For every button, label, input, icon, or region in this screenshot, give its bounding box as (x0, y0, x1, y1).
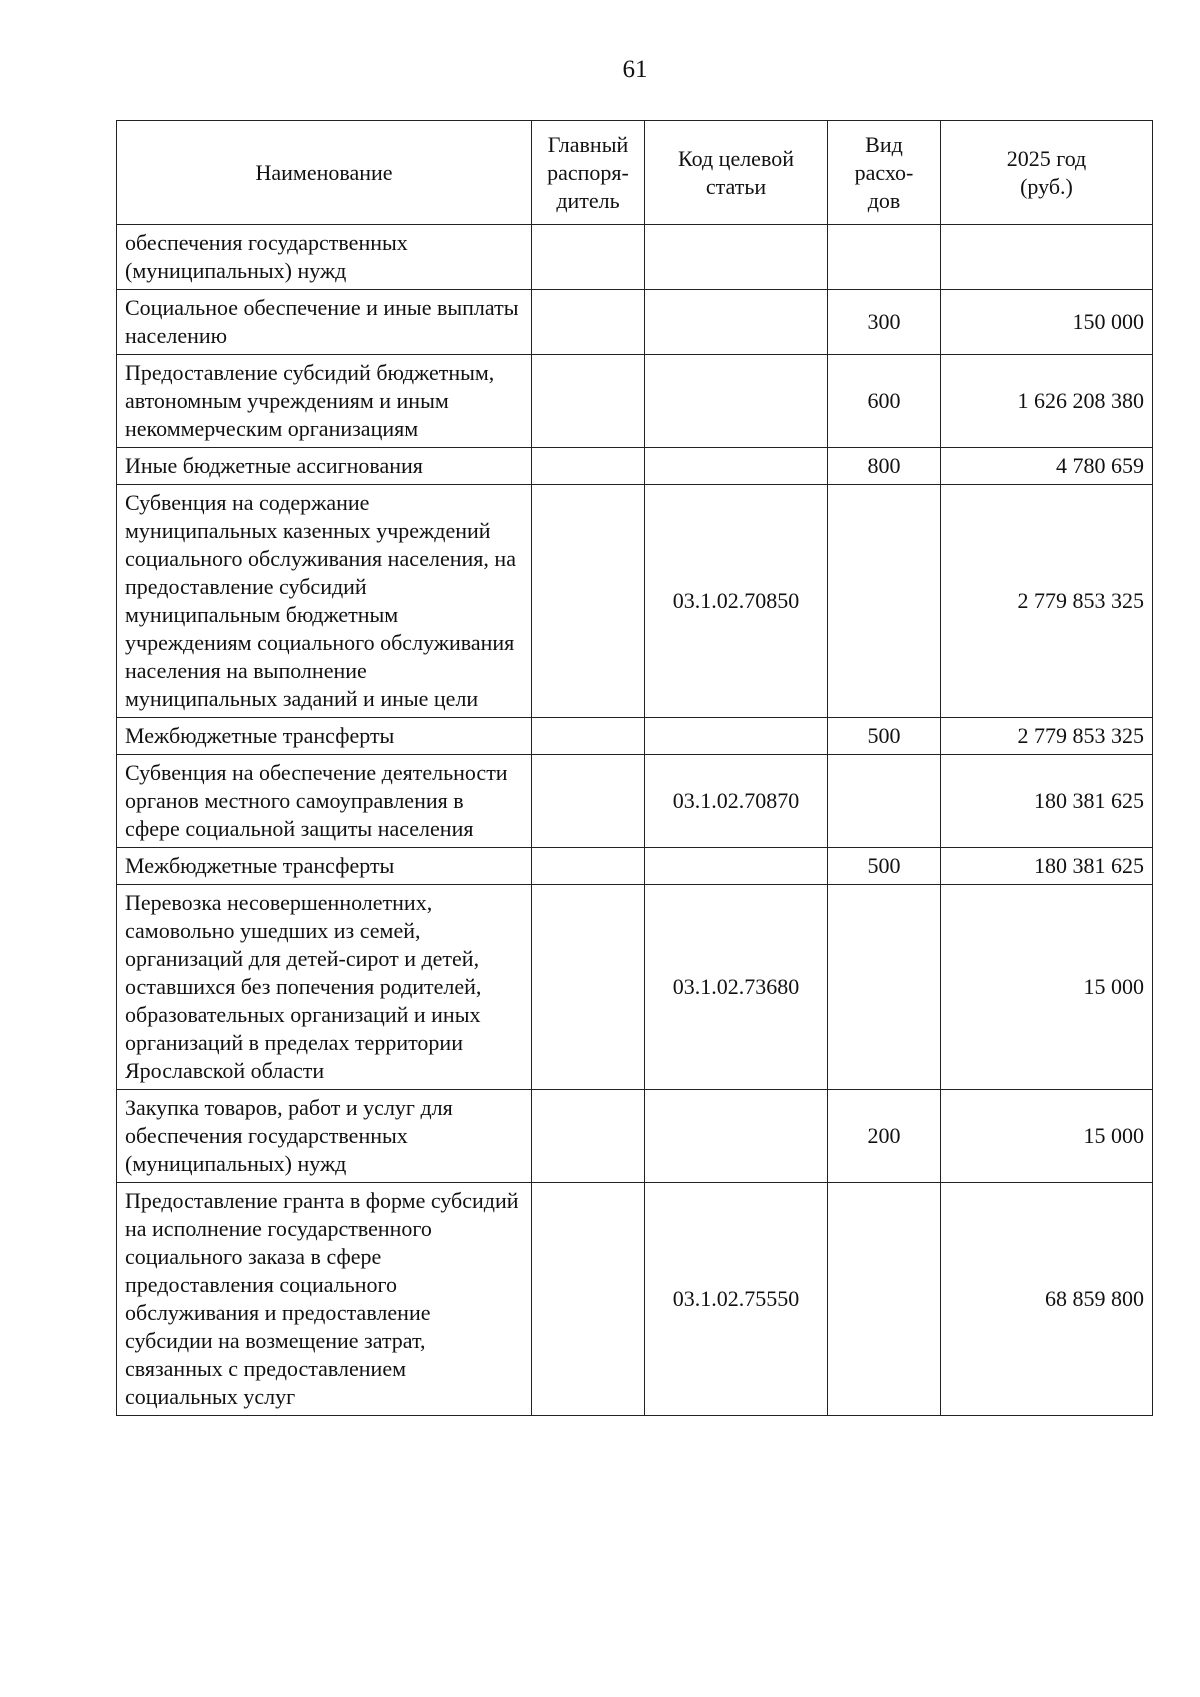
row-amount: 4 780 659 (941, 448, 1153, 485)
row-amount: 150 000 (941, 290, 1153, 355)
row-amount: 2 779 853 325 (941, 718, 1153, 755)
table-row (117, 755, 1153, 848)
row-amount: 2 779 853 325 (941, 485, 1153, 718)
row-manager (532, 755, 645, 848)
row-type (828, 225, 941, 290)
row-name: Субвенция на обеспечение деятельности органов местного самоуправления в сфере социальной защиты населения (117, 755, 532, 848)
header-type-line: дов (867, 187, 901, 213)
row-code (645, 1090, 828, 1183)
row-code: 03.1.02.75550 (645, 1183, 828, 1416)
table-row (117, 485, 1153, 718)
header-manager-line: дитель (556, 187, 620, 213)
row-name: Предоставление гранта в форме субсидий на исполнение государственного социального заказа в сфере предоставления социального обслуживания и предоставление субсидии на возмещение затрат, связанных с предоставлением социальных услуг (117, 1183, 532, 1416)
row-name: Межбюджетные трансферты (117, 848, 532, 885)
header-code-line: статьи (705, 173, 767, 199)
row-amount: 180 381 625 (941, 755, 1153, 848)
header-code-line: Код целевой (678, 145, 794, 171)
header-year-line: (руб.) (1020, 173, 1073, 199)
row-amount: 15 000 (941, 1090, 1153, 1183)
row-amount: 15 000 (941, 885, 1153, 1090)
row-amount: 68 859 800 (941, 1183, 1153, 1416)
row-type (828, 885, 941, 1090)
row-manager (532, 1090, 645, 1183)
row-manager (532, 885, 645, 1090)
table-row (117, 848, 1153, 885)
table-row (117, 355, 1153, 448)
row-name: Межбюджетные трансферты (117, 718, 532, 755)
table-row (117, 1090, 1153, 1183)
table-row (117, 225, 1153, 290)
row-code (645, 225, 828, 290)
header-manager (532, 121, 645, 225)
header-type (828, 121, 941, 225)
header-manager-line: Главный (547, 131, 629, 157)
header-year-line: 2025 год (1006, 145, 1087, 171)
header-year (941, 121, 1153, 225)
row-manager (532, 848, 645, 885)
row-manager (532, 355, 645, 448)
table-row (117, 885, 1153, 1090)
header-code (645, 121, 828, 225)
row-manager (532, 718, 645, 755)
row-code: 03.1.02.70870 (645, 755, 828, 848)
row-manager (532, 225, 645, 290)
row-code: 03.1.02.73680 (645, 885, 828, 1090)
row-type (828, 755, 941, 848)
row-manager (532, 290, 645, 355)
row-manager (532, 485, 645, 718)
row-type: 800 (828, 448, 941, 485)
header-manager-line: распоря- (547, 159, 629, 185)
row-type: 200 (828, 1090, 941, 1183)
row-name: Социальное обеспечение и иные выплаты населению (117, 290, 532, 355)
row-name: Закупка товаров, работ и услуг для обеспечения государственных (муниципальных) нужд (117, 1090, 532, 1183)
table-row (117, 1183, 1153, 1416)
header-type-line: Вид (865, 131, 903, 157)
row-type (828, 485, 941, 718)
row-code (645, 355, 828, 448)
row-code (645, 848, 828, 885)
row-code: 03.1.02.70850 (645, 485, 828, 718)
row-type: 300 (828, 290, 941, 355)
row-type: 500 (828, 718, 941, 755)
row-type: 500 (828, 848, 941, 885)
row-code (645, 290, 828, 355)
row-amount: 180 381 625 (941, 848, 1153, 885)
row-amount: 1 626 208 380 (941, 355, 1153, 448)
row-type: 600 (828, 355, 941, 448)
row-name: Перевозка несовершеннолетних, самовольно ушедших из семей, организаций для детей-сирот и детей, оставшихся без попечения родителей, образовательных организаций и иных организаций в пределах территории Ярославской области (117, 885, 532, 1090)
row-amount (941, 225, 1153, 290)
budget-table (116, 120, 1153, 1416)
row-name: Иные бюджетные ассигнования (117, 448, 532, 485)
row-code (645, 718, 828, 755)
row-name: Предоставление субсидий бюджетным, автономным учреждениям и иным некоммерческим организациям (117, 355, 532, 448)
row-name: обеспечения государственных (муниципальных) нужд (117, 225, 532, 290)
header-name: Наименование (117, 121, 532, 225)
row-manager (532, 448, 645, 485)
row-manager (532, 1183, 645, 1416)
row-type (828, 1183, 941, 1416)
row-name: Субвенция на содержание муниципальных казенных учреждений социального обслуживания населения, на предоставление субсидий муниципальным бюджетным учреждениям социального обслуживания населения на выполнение муниципальных заданий и иные цели (117, 485, 532, 718)
table-row (117, 448, 1153, 485)
table-row (117, 718, 1153, 755)
row-code (645, 448, 828, 485)
header-row (117, 121, 1153, 225)
table-row (117, 290, 1153, 355)
header-type-line: расхо- (854, 159, 914, 185)
page-number: 61 (622, 56, 648, 83)
